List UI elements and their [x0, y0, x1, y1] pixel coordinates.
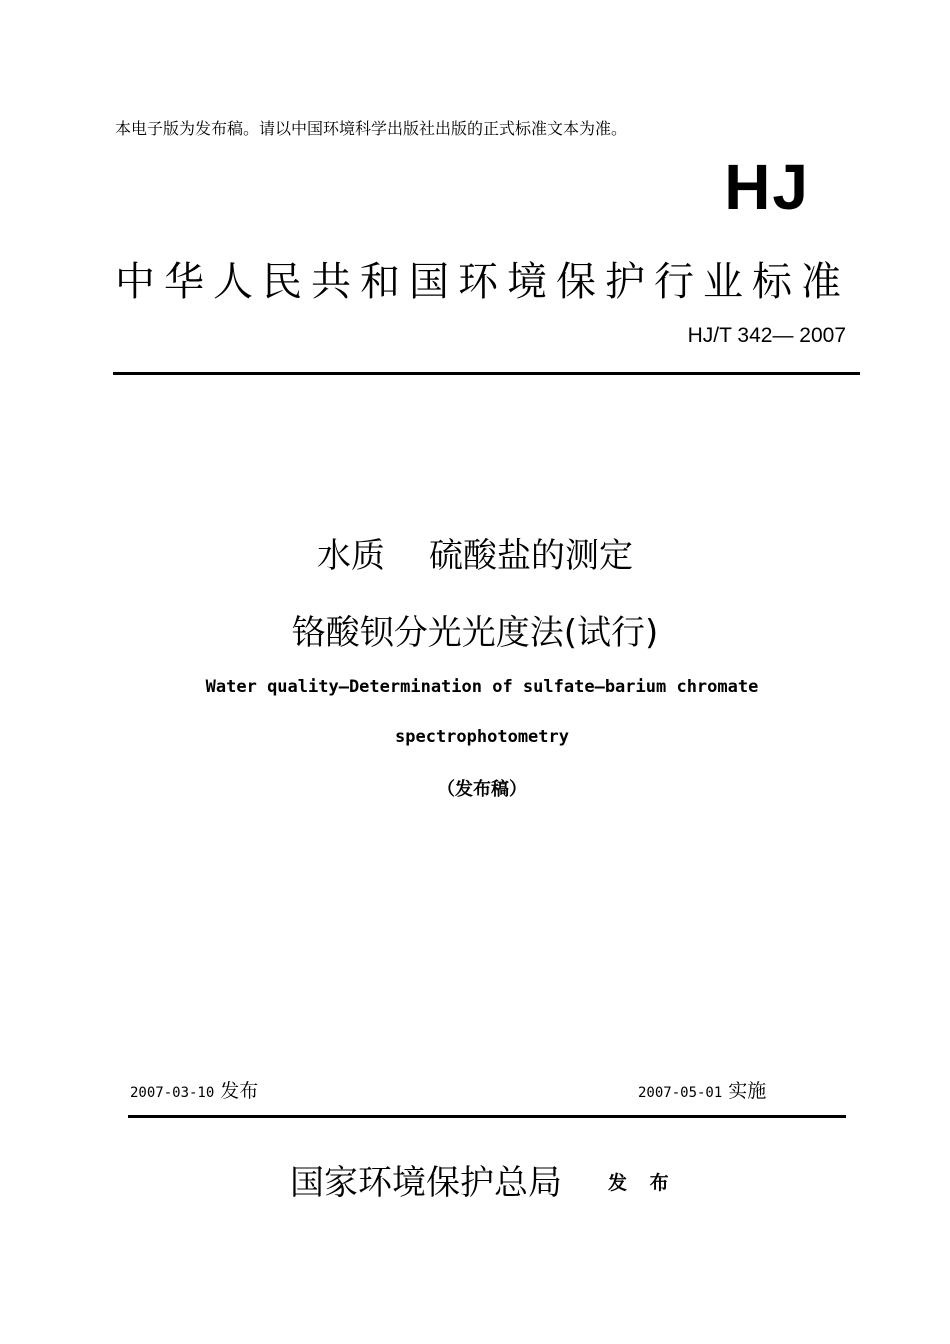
effective-label: 实施	[728, 1080, 767, 1102]
issuing-authority: 国家环境保护总局	[290, 1163, 562, 1203]
effective-date-block	[638, 1076, 766, 1103]
standard-number: HJ/T 342— 2007	[687, 324, 846, 347]
chinese-title-line-2: 铬酸钡分光光度法(试行)	[291, 613, 659, 653]
bottom-divider	[128, 1115, 846, 1118]
distribution-notice: 本电子版为发布稿。请以中国环境科学出版社出版的正式标准文本为准。	[115, 119, 628, 138]
hj-logo: HJ	[724, 151, 810, 223]
english-title-line-1: Water quality—Determination of sulfate—barium chromate	[205, 677, 759, 697]
issue-date: 2007-03-10	[130, 1085, 215, 1101]
top-divider	[113, 372, 860, 375]
organization-title: 中华人民共和国环境保护行业标准	[115, 259, 850, 305]
english-title-line-2: spectrophotometry	[395, 727, 569, 747]
draft-label: （发布稿）	[437, 779, 527, 800]
issuing-action: 发 布	[608, 1172, 677, 1194]
chinese-title-part-1: 水质	[317, 536, 385, 576]
chinese-title-line-1	[0, 528, 950, 577]
effective-date: 2007-05-01	[638, 1085, 723, 1101]
issue-date-block	[130, 1076, 258, 1103]
issue-label: 发布	[220, 1080, 259, 1102]
chinese-title-part-2: 硫酸盐的测定	[429, 536, 633, 576]
